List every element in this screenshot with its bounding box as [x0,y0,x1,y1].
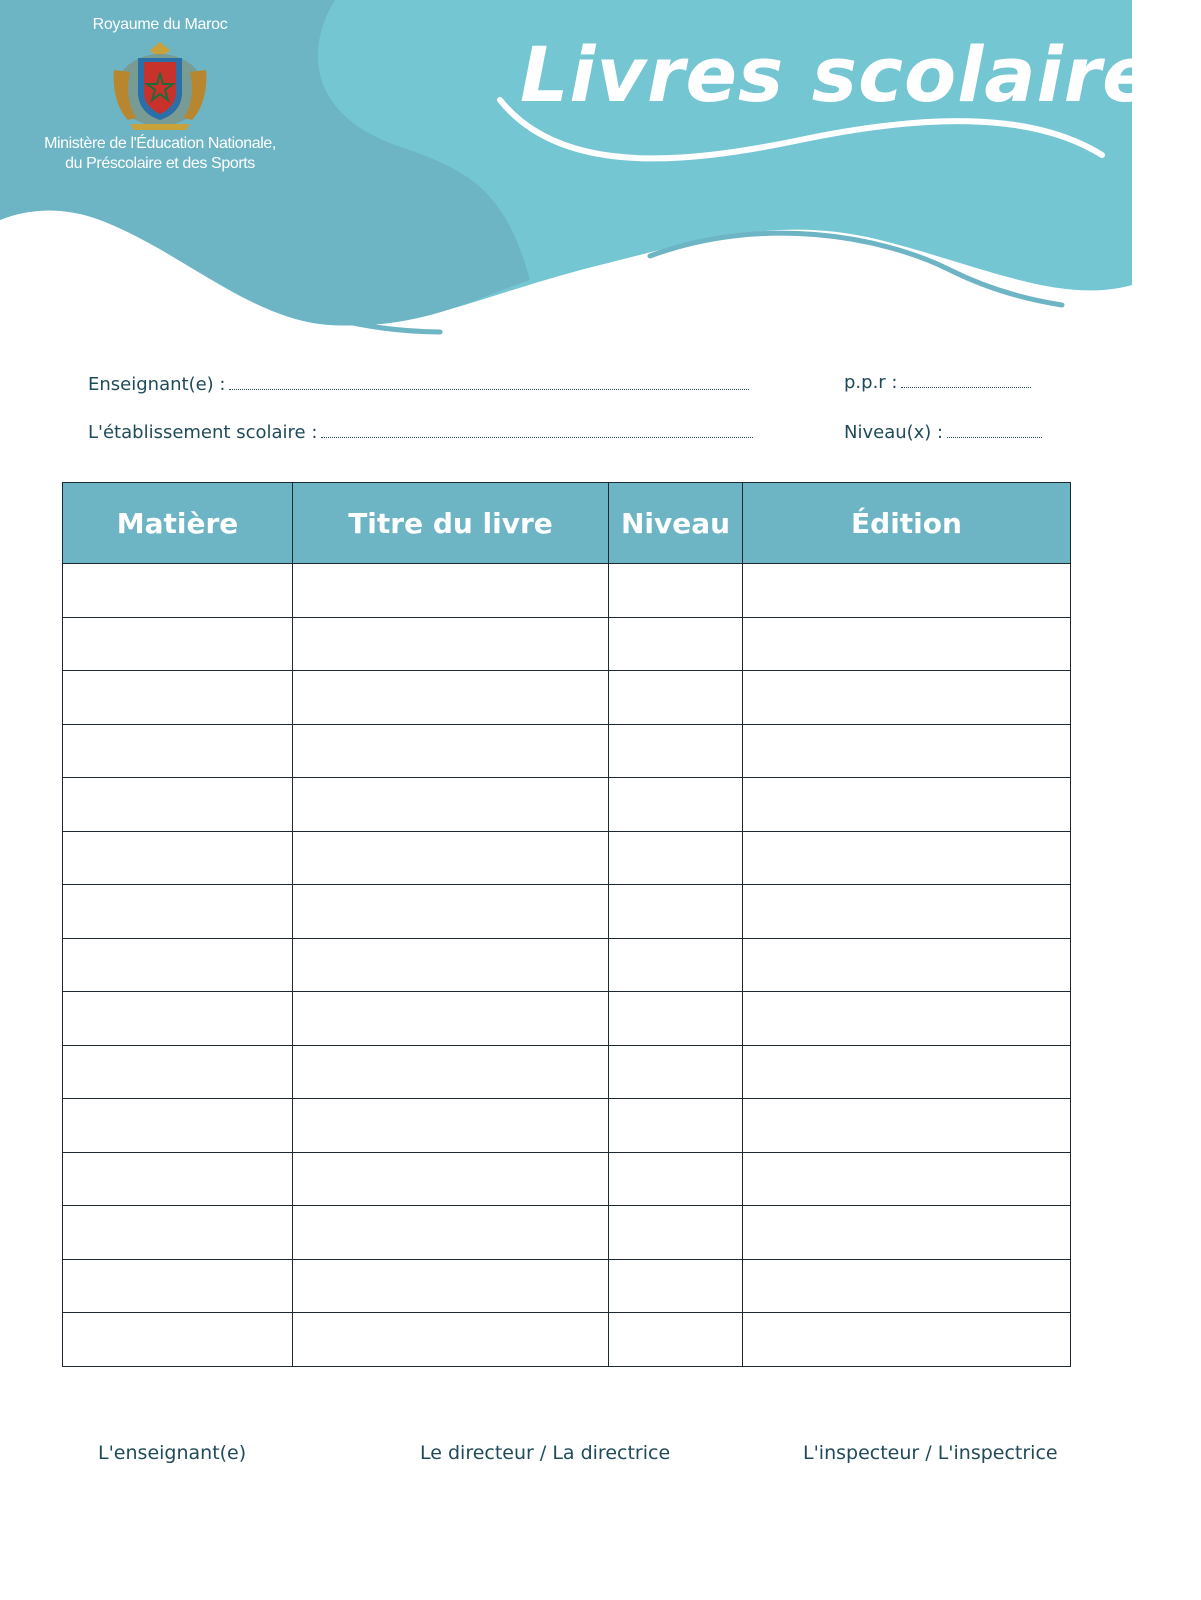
edition-cell[interactable] [743,1259,1071,1313]
ministry-line-2: du Préscolaire et des Sports [65,155,255,172]
edition-cell[interactable] [743,724,1071,778]
book-title-cell[interactable] [293,1099,609,1153]
books-table [62,482,1071,1367]
edition-cell[interactable] [743,671,1071,725]
subject-cell[interactable] [63,617,293,671]
level-cell[interactable] [609,1152,743,1206]
subject-cell[interactable] [63,1259,293,1313]
edition-cell[interactable] [743,1152,1071,1206]
book-title-cell[interactable] [293,778,609,832]
subject-cell[interactable] [63,1099,293,1153]
book-title-cell[interactable] [293,1045,609,1099]
ppr-input-line[interactable] [901,373,1031,388]
table-row [63,1206,1071,1260]
table-row [63,938,1071,992]
ministry-line-1: Ministère de l'Éducation Nationale, [44,135,276,152]
edition-cell[interactable] [743,1099,1071,1153]
level-cell[interactable] [609,617,743,671]
book-title-cell[interactable] [293,1259,609,1313]
teacher-input-line[interactable] [229,375,749,390]
table-row [63,724,1071,778]
header-edition: Édition [743,483,1071,564]
kingdom-label: Royaume du Maroc [92,16,228,33]
table-row [63,778,1071,832]
header-subject: Matière [63,483,293,564]
level-cell[interactable] [609,1206,743,1260]
table-row [63,617,1071,671]
table-row [63,671,1071,725]
table-row [63,992,1071,1046]
level-field [844,422,1042,443]
subject-cell[interactable] [63,992,293,1046]
table-header-row [63,483,1071,564]
edition-cell[interactable] [743,885,1071,939]
book-title-cell[interactable] [293,724,609,778]
edition-cell[interactable] [743,992,1071,1046]
level-label: Niveau(x) : [844,422,944,443]
level-cell[interactable] [609,992,743,1046]
book-title-cell[interactable] [293,671,609,725]
edition-cell[interactable] [743,938,1071,992]
book-title-cell[interactable] [293,1313,609,1367]
table-row [63,1152,1071,1206]
level-cell[interactable] [609,885,743,939]
subject-cell[interactable] [63,778,293,832]
table-row [63,1259,1071,1313]
edition-cell[interactable] [743,617,1071,671]
subject-cell[interactable] [63,1313,293,1367]
book-title-cell[interactable] [293,992,609,1046]
ministry-name [20,134,300,174]
book-title-cell[interactable] [293,617,609,671]
subject-cell[interactable] [63,885,293,939]
signature-inspector: L'inspecteur / L'inspectrice [803,1442,1058,1464]
subject-cell[interactable] [63,724,293,778]
subject-cell[interactable] [63,671,293,725]
subject-cell[interactable] [63,831,293,885]
header-level: Niveau [609,483,743,564]
subject-cell[interactable] [63,1152,293,1206]
book-title-cell[interactable] [293,564,609,618]
teacher-label: Enseignant(e) : [88,374,226,395]
level-input-line[interactable] [947,423,1042,438]
school-label: L'établissement scolaire : [88,422,318,443]
page-title: Livres scolaires [520,30,1201,119]
subject-cell[interactable] [63,564,293,618]
edition-cell[interactable] [743,564,1071,618]
table-row [63,1045,1071,1099]
table-row [63,831,1071,885]
table-row [63,1099,1071,1153]
subject-cell[interactable] [63,938,293,992]
level-cell[interactable] [609,831,743,885]
edition-cell[interactable] [743,831,1071,885]
ppr-field [844,372,1031,393]
table-row [63,1313,1071,1367]
level-cell[interactable] [609,671,743,725]
edition-cell[interactable] [743,1206,1071,1260]
edition-cell[interactable] [743,778,1071,832]
book-title-cell[interactable] [293,1206,609,1260]
level-cell[interactable] [609,1313,743,1367]
level-cell[interactable] [609,564,743,618]
edition-cell[interactable] [743,1045,1071,1099]
level-cell[interactable] [609,1099,743,1153]
level-cell[interactable] [609,1045,743,1099]
signature-director: Le directeur / La directrice [420,1442,671,1464]
school-input-line[interactable] [321,423,753,438]
book-title-cell[interactable] [293,1152,609,1206]
school-field [88,422,753,443]
level-cell[interactable] [609,938,743,992]
table-row [63,564,1071,618]
header-book-title: Titre du livre [293,483,609,564]
level-cell[interactable] [609,778,743,832]
book-title-cell[interactable] [293,831,609,885]
subject-cell[interactable] [63,1206,293,1260]
coat-of-arms-icon [108,40,212,132]
subject-cell[interactable] [63,1045,293,1099]
table-body [63,564,1071,1367]
book-title-cell[interactable] [293,885,609,939]
signature-teacher: L'enseignant(e) [98,1442,247,1464]
level-cell[interactable] [609,1259,743,1313]
table-row [63,885,1071,939]
book-title-cell[interactable] [293,938,609,992]
ppr-label: p.p.r : [844,372,898,393]
teacher-field [88,374,749,395]
edition-cell[interactable] [743,1313,1071,1367]
level-cell[interactable] [609,724,743,778]
